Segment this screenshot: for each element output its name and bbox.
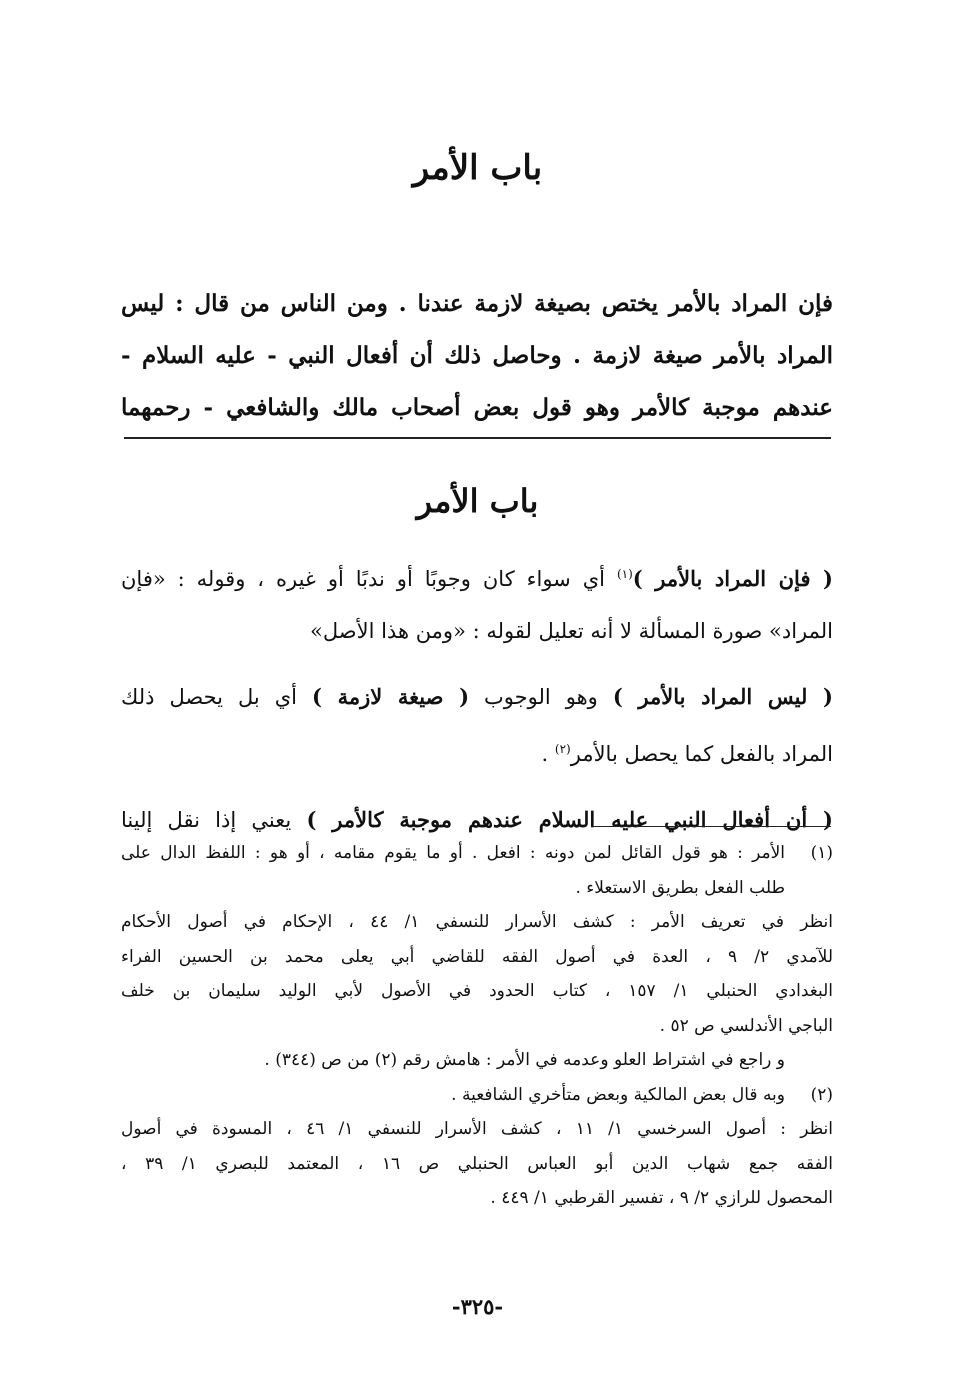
footnote-text: و راجع في اشتراط العلو وعدمه في الأمر : هامش رقم (٢) من ص (٣٤٤) .	[264, 1050, 785, 1070]
footnote-line	[121, 836, 833, 871]
quoted-matn: ( أن أفعال النبي عليه السلام عندهم موجبة كالأمر )	[306, 807, 833, 832]
sharh-commentary: يعني إذا نقل إلينا	[121, 808, 307, 832]
sharh-line	[121, 671, 833, 723]
sharh-line	[121, 548, 833, 605]
footnote-text: الباجي الأندلسي ص ٥٢ .	[659, 1015, 833, 1036]
footnote-number: (٢)	[810, 1084, 833, 1105]
footnote-line	[121, 871, 833, 906]
sharh-line	[121, 723, 833, 780]
footnote-text: الفقه جمع شهاب الدين أبو العباس الحنبلي ص ١٦ ، المعتمد للبصري ١/ ٣٩ ،	[121, 1153, 834, 1174]
quoted-matn: ( ليس المراد بالأمر )	[612, 684, 833, 709]
footnote-line	[121, 1112, 833, 1147]
sharh-commentary: وهو الوجوب	[469, 685, 613, 709]
footnote-text: الأمر : هو قول القائل لمن دونه : افعل . أو ما يقوم مقامه ، أو هو : اللفظ الدال على	[121, 843, 785, 863]
sharh-line: المراد» صورة المسألة لا أنه تعليل لقوله : «ومن هذا الأصل»	[310, 619, 833, 643]
footnote-line	[121, 1147, 833, 1182]
footnote-text: وبه قال بعض المالكية وبعض متأخري الشافعية .	[451, 1084, 785, 1105]
quoted-matn: ( صيغة لازمة )	[312, 684, 470, 709]
footnote-text: انظر : أصول السرخسي ١/ ١١ ، كشف الأسرار للنسفي ١/ ٤٦ ، المسودة في أصول	[121, 1119, 833, 1139]
quoted-matn: ( فإن المراد بالأمر )	[632, 566, 833, 591]
sharh-commentary: المراد بالفعل كما يحصل بالأمر	[570, 742, 833, 766]
footnotes	[121, 836, 833, 1216]
footnote-text: للآمدي ٢/ ٩ ، العدة في أصول الفقه للقاضي أبي يعلى محمد بن الحسين الفراء	[121, 946, 833, 967]
matn-line: المراد بالأمر صيغة لازمة . وحاصل ذلك أن أفعال النبي - عليه السلام -	[121, 342, 833, 369]
footnote-text: البغدادي الحنبلي ١/ ١٥٧ ، كتاب الحدود في الأصول لأبي الوليد سليمان بن خلف	[121, 981, 833, 1001]
page-number: -٣٢٥-	[451, 1294, 504, 1319]
footnote-line	[121, 1181, 833, 1216]
sharh-text	[121, 548, 833, 846]
footnote-line	[121, 1078, 833, 1113]
footnote-line	[121, 974, 833, 1009]
footnote-ref: (٢)	[554, 742, 571, 756]
footnote-text: انظر في تعريف الأمر : كشف الأسرار للنسفي ١/ ٤٤ ، الإحكام في أصول الأحكام	[121, 912, 833, 932]
footnote-line	[121, 1009, 833, 1044]
matn-chapter-title: باب الأمر	[412, 148, 543, 188]
footnote-line	[121, 905, 833, 940]
matn-separator-rule	[124, 437, 831, 439]
matn-line: عندهم موجبة كالأمر وهو قول بعض أصحاب مالك والشافعي - رحمهما	[121, 394, 833, 421]
footnotes-separator-rule	[591, 826, 831, 827]
sharh-commentary: .	[541, 742, 555, 766]
footnote-text: طلب الفعل بطريق الاستعلاء .	[575, 877, 785, 898]
footnote-text: المحصول للرازي ٢/ ٩ ، تفسير القرطبي ١/ ٤٤٩ .	[490, 1188, 833, 1208]
footnote-line	[121, 940, 833, 975]
sharh-chapter-title: باب الأمر	[416, 482, 539, 520]
footnote-line	[121, 1043, 833, 1078]
matn-line: فإن المراد بالأمر يختص بصيغة لازمة عندنا . ومن الناس من قال : ليس	[121, 290, 833, 317]
footnote-number: (١)	[810, 843, 833, 863]
footnote-ref: (١)	[616, 567, 633, 581]
matn-text	[121, 278, 833, 434]
sharh-commentary: أي سواء كان وجوبًا أو ندبًا أو غيره ، وقوله : «فإن	[121, 567, 617, 591]
sharh-commentary: أي بل يحصل ذلك	[121, 685, 313, 709]
